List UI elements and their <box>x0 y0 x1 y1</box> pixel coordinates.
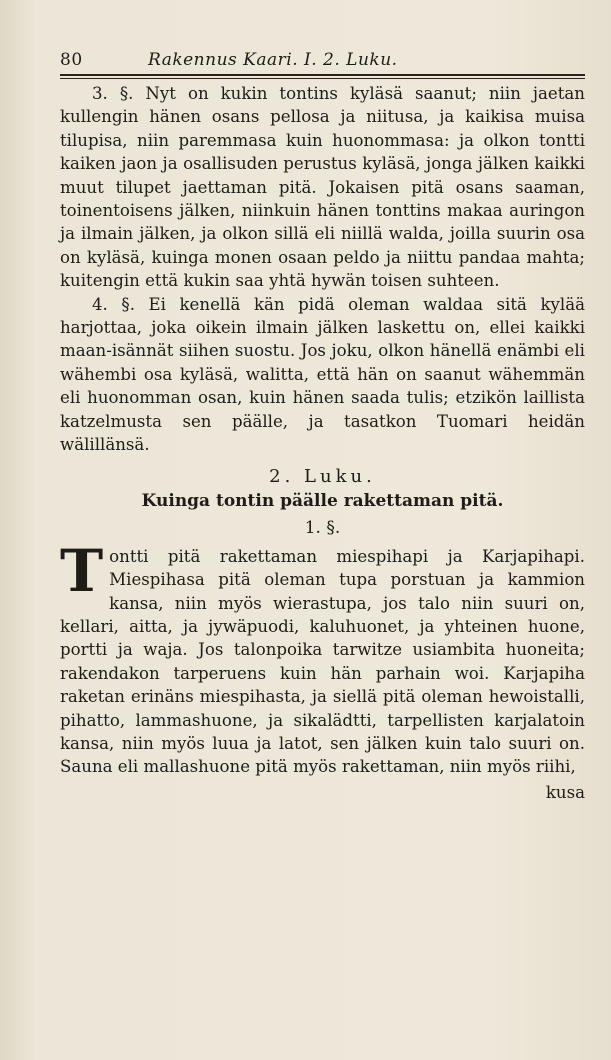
page-number: 80 <box>60 50 83 70</box>
page-body <box>60 82 585 804</box>
chapter-paragraph-wrap <box>60 536 585 779</box>
drop-cap: T <box>60 536 104 605</box>
header-rule <box>60 74 585 76</box>
section-3-paragraph: 3. §. Nyt on kukin tontins kyläsä saanut; niin jaetan kullengin hänen osans pellosa ja niitusa, ja kaikisa muisa tilupisa, niin paremmasa kuin huonommasa: ja olkon tontti kaiken jaon ja osallisuden perustus kyläsä, jonga jälken kaikki muut tilupet jaettaman pitä. Jokaisen pitä osans saaman, toinentoisens jälken, niinkuin hänen tonttins makaa auringon ja ilmain jälken, ja olkon sillä eli niillä walda, joilla suurin osa on kyläsä, kuinga monen osaan peldo ja niittu pandaa mahta; kuitengin että kukin saa yhtä hywän toisen suhteen. <box>60 84 585 291</box>
chapter-heading: 2. Luku. <box>269 465 376 487</box>
chapter-title: Kuinga tontin päälle rakettaman pitä. <box>141 490 504 511</box>
header-rule-thin <box>60 78 585 79</box>
section-number: 1. §. <box>304 518 341 539</box>
page-header <box>60 46 585 74</box>
chapter-paragraph: ontti pitä rakettaman miespihapi ja Karjapihapi. Miespihasa pitä oleman tupa porstuan ja kammion kansa, niin myös wierastupa, jos talo niin suuri on, kellari, aitta, ja jywäpuodi, kaluhuonet, ja yhteinen huone, portti ja waja. Jos talonpoika tarwitze usiambita huoneita; rakendakon tarperuens kuin hän parhain woi. Karjapiha raketan erinäns miespihasta, ja siellä pitä oleman hewoistalli, pihatto, lammashuone, ja sikalädtti, tarpellisten karjalatoin kansa, niin myös luua ja latot, sen jälken kuin talo suuri on. Sauna eli mallashuone pitä myös rakettaman, niin myös riihi, <box>60 546 585 777</box>
running-title: Rakennus Kaari. I. 2. Luku. <box>148 50 398 70</box>
catchword: kusa <box>545 782 585 802</box>
section-4-paragraph: 4. §. Ei kenellä kän pidä oleman waldaa sitä kylää harjottaa, joka oikein ilmain jälken laskettu on, ellei kaikki maan-isännät siihen suostu. Jos joku, olkon hänellä enämbi eli wähembi osa kyläsä, walitta, että hän on saanut wähemmän eli huonomman osan, kuin hänen saada tulis; etzikön laillista katzelmusta sen päälle, ja tasatkon Tuomari heidän wälillänsä. <box>60 294 585 455</box>
